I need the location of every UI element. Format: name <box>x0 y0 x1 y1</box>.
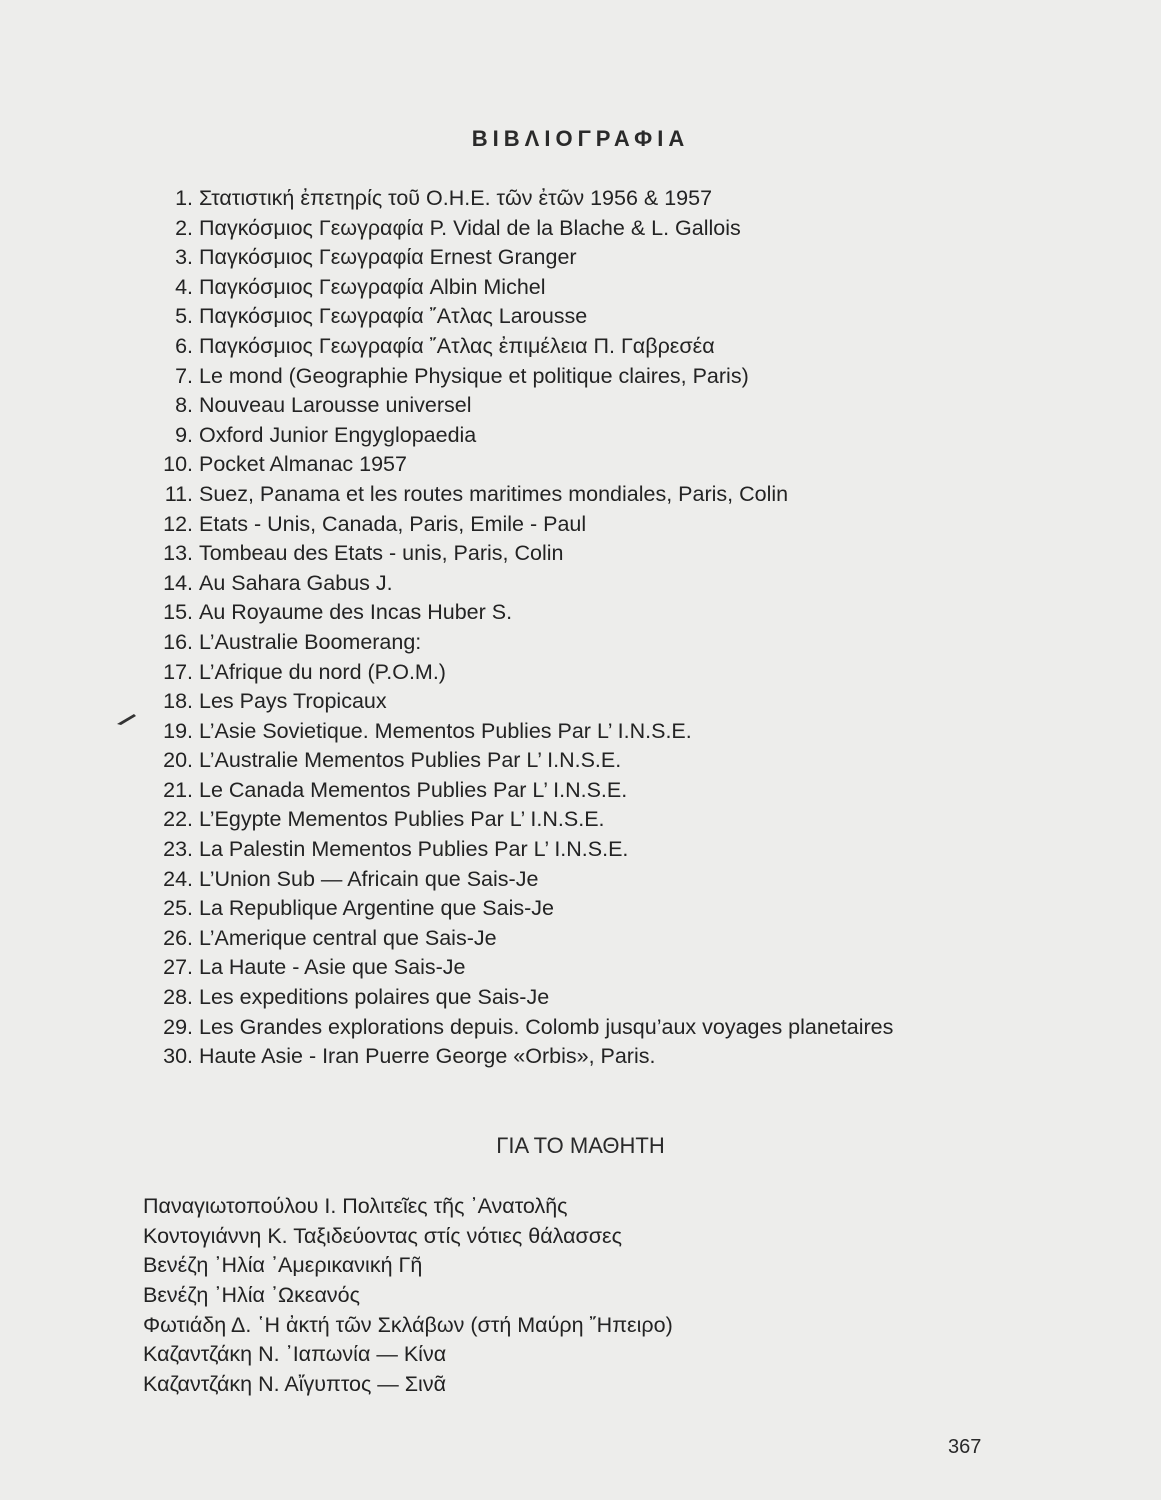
bibliography-item <box>140 184 893 214</box>
student-book-item: Βενέζη ᾿Ηλία ᾿Αμερικανική Γῆ <box>143 1253 423 1278</box>
bibliography-item <box>140 1042 893 1072</box>
bibliography-item-text: Παγκόσμιος Γεωγραφία ῎Ατλας ἐπιμέλεια Π. Γαβρεσέα <box>198 333 715 358</box>
student-books-list <box>143 1192 673 1400</box>
bibliography-item-number: 19. <box>163 718 193 743</box>
student-book-item: Κοντογιάννη Κ. Ταξιδεύοντας στίς νότιες θάλασσες <box>143 1223 622 1248</box>
bibliography-item <box>140 687 893 717</box>
student-section-title: ΓΙΑ ΤΟ ΜΑΘΗΤΗ <box>496 1133 665 1158</box>
bibliography-item <box>140 658 893 688</box>
bibliography-item-text: L’Amerique central que Sais-Je <box>198 925 497 950</box>
bibliography-item-number: 16. <box>163 629 193 654</box>
bibliography-item-text: L’Union Sub — Africain que Sais-Je <box>198 866 539 891</box>
bibliography-item-text: Pocket Almanac 1957 <box>198 452 407 477</box>
bibliography-item-number: 6. <box>175 333 193 358</box>
bibliography-item-number: 11. <box>164 481 193 506</box>
bibliography-item-text: Παγκόσμιος Γεωγραφία Ernest Granger <box>198 245 577 270</box>
bibliography-item-number: 3. <box>175 245 193 270</box>
student-book-item: Καζαντζάκη Ν. Αἴγυπτος — Σινᾶ <box>143 1372 447 1397</box>
bibliography-item <box>140 450 893 480</box>
bibliography-item-number: 15. <box>163 600 193 625</box>
bibliography-item <box>140 421 893 451</box>
bibliography-item-number: 1. <box>175 186 193 210</box>
bibliography-item-text: Les Pays Tropicaux <box>198 689 387 714</box>
bibliography-item-number: 18. <box>163 689 193 714</box>
bibliography-item-text: Παγκόσμιος Γεωγραφία P. Vidal de la Blache & L. Gallois <box>198 215 741 240</box>
bibliography-item <box>140 598 893 628</box>
page-number: 367 <box>948 1436 982 1458</box>
bibliography-item-number: 27. <box>163 955 193 980</box>
bibliography-item-text: Haute Asie - Iran Puerre George «Orbis», Paris. <box>198 1044 656 1069</box>
bibliography-item-number: 28. <box>163 985 193 1010</box>
bibliography-item <box>140 214 893 244</box>
bibliography-item-number: 23. <box>163 837 193 862</box>
bibliography-item <box>140 480 893 510</box>
bibliography-item-number: 26. <box>163 925 193 950</box>
bibliography-item-number: 10. <box>163 452 193 477</box>
bibliography-item-text: L’Afrique du nord (P.O.M.) <box>198 659 446 684</box>
bibliography-item-number: 2. <box>175 215 193 240</box>
bibliography-item <box>140 865 893 895</box>
bibliography-item-text: La Republique Argentine que Sais-Je <box>198 896 554 921</box>
bibliography-item-text: L’Asie Sovietique. Mementos Publies Par L’ I.N.S.E. <box>198 718 692 743</box>
bibliography-item-number: 5. <box>175 304 193 329</box>
bibliography-item <box>140 717 893 747</box>
bibliography-item-number: 21. <box>163 777 193 802</box>
bibliography-item-text: Tombeau des Etats - unis, Paris, Colin <box>198 541 564 566</box>
bibliography-item <box>140 391 893 421</box>
bibliography-item-number: 12. <box>163 511 193 536</box>
student-book-item: Βενέζη ᾿Ηλία ᾿Ωκεανός <box>143 1283 360 1308</box>
bibliography-item-text: Le mond (Geographie Physique et politique claires, Paris) <box>198 363 749 388</box>
bibliography-item-text: Suez, Panama et les routes maritimes mondiales, Paris, Colin <box>198 481 789 506</box>
bibliography-item-number: 17. <box>163 659 193 684</box>
bibliography-item-text: Au Royaume des Incas Huber S. <box>198 600 513 625</box>
bibliography-item-text: Les Grandes explorations depuis. Colomb jusqu’aux voyages planetaires <box>198 1014 894 1039</box>
bibliography-item-number: 20. <box>163 748 193 773</box>
bibliography-item-text: L’Egypte Mementos Publies Par L’ I.N.S.E. <box>198 807 605 832</box>
bibliography-item <box>140 332 893 362</box>
student-book-item: Παναγιωτοπούλου Ι. Πολιτεῖες τῆς ᾿Ανατολῆς <box>143 1194 568 1218</box>
student-book-item: Καζαντζάκη Ν. ᾿Ιαπωνία — Κίνα <box>143 1342 447 1367</box>
bibliography-item <box>140 983 893 1013</box>
bibliography-item <box>140 539 893 569</box>
student-book-item: Φωτιάδη Δ. ῾Η ἀκτή τῶν Σκλάβων (στή Μαύρη ῎Ηπειρο) <box>143 1312 673 1337</box>
bibliography-item-number: 9. <box>175 422 193 447</box>
bibliography-item <box>140 510 893 540</box>
bibliography-item <box>140 776 893 806</box>
bibliography-item <box>140 746 893 776</box>
bibliography-item-number: 25. <box>163 896 193 921</box>
bibliography-item-text: Παγκόσμιος Γεωγραφία Albin Michel <box>198 274 546 299</box>
bibliography-item-number: 24. <box>163 866 193 891</box>
bibliography-item-number: 29. <box>163 1014 193 1039</box>
bibliography-item <box>140 628 893 658</box>
bibliography-item-number: 13. <box>163 541 193 566</box>
bibliography-item-number: 7. <box>175 363 193 388</box>
bibliography-item-text: L’Australie Boomerang: <box>198 629 422 654</box>
bibliography-item-number: 22. <box>163 807 193 832</box>
bibliography-item <box>140 894 893 924</box>
pen-mark-icon <box>116 710 138 726</box>
bibliography-item <box>140 1013 893 1043</box>
bibliography-item-text: Les expeditions polaires que Sais-Je <box>198 985 550 1010</box>
bibliography-item <box>140 569 893 599</box>
bibliography-item <box>140 924 893 954</box>
bibliography-item <box>140 805 893 835</box>
bibliography-item-text: Etats - Unis, Canada, Paris, Emile - Paul <box>198 511 587 536</box>
bibliography-item-number: 14. <box>163 570 193 595</box>
bibliography-item-text: Nouveau Larousse universel <box>198 393 472 418</box>
bibliography-item-text: Oxford Junior Engyglopaedia <box>198 422 477 447</box>
bibliography-item-text: La Palestin Mementos Publies Par L’ I.N.S.E. <box>198 837 629 862</box>
bibliography-list <box>140 184 893 1072</box>
bibliography-item-text: L’Australie Mementos Publies Par L’ I.N.S.E. <box>198 748 622 773</box>
page-title: ΒΙΒΛΙΟΓΡΑΦΙΑ <box>471 126 690 151</box>
bibliography-item <box>140 362 893 392</box>
bibliography-item-number: 30. <box>163 1044 193 1069</box>
bibliography-item-text: Στατιστική ἐπετηρίς τοῦ Ο.Η.Ε. τῶν ἐτῶν 1956 & 1957 <box>198 186 713 210</box>
bibliography-item-number: 4. <box>175 274 193 299</box>
bibliography-item-text: Au Sahara Gabus J. <box>198 570 393 595</box>
bibliography-item <box>140 953 893 983</box>
bibliography-item-text: Le Canada Mementos Publies Par L’ I.N.S.E. <box>198 777 628 802</box>
bibliography-item-text: Παγκόσμιος Γεωγραφία ῎Ατλας Larousse <box>198 304 588 329</box>
bibliography-item-number: 8. <box>175 393 193 418</box>
bibliography-item-text: La Haute - Asie que Sais-Je <box>198 955 466 980</box>
bibliography-item <box>140 302 893 332</box>
bibliography-item <box>140 243 893 273</box>
bibliography-item <box>140 273 893 303</box>
bibliography-item <box>140 835 893 865</box>
